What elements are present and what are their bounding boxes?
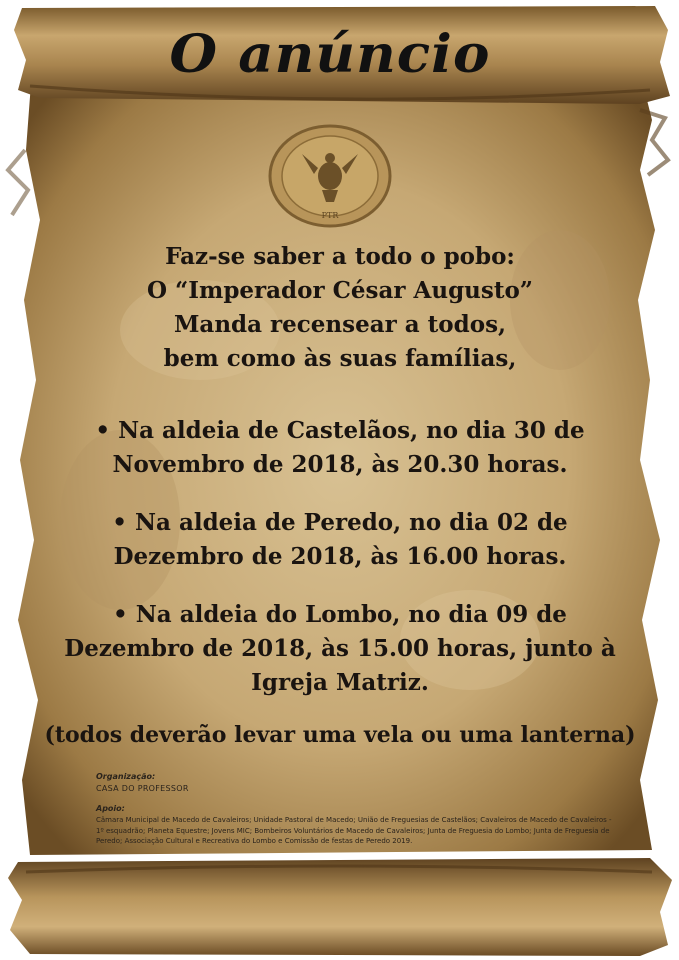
intro-line: O “Imperador César Augusto”	[146, 277, 534, 304]
organization-label: Organização:	[96, 772, 156, 781]
support-text: Câmara Municipal de Macedo de Cavaleiros; Unidade Pastoral de Macedo; União de Freguesias de Castelãos; Cavaleiros de Macedo de Cavaleiros - 1º esquadrão; Planeta Equestre; Jovens MIC; Bombeiros Voluntários de Macedo de Cavaleiros; Junta de Freguesia do Lombo; Junta de Freguesia de Peredo; Associação Cultural e Recreativa do Lombo e Comissão de festas de Peredo 2019.	[96, 816, 612, 845]
event-line: • Na aldeia do Lombo, no dia 09 de	[113, 601, 567, 628]
event-line: Novembro de 2018, às 20.30 horas.	[112, 451, 568, 478]
intro-line: Manda recensear a todos,	[173, 311, 507, 338]
intro-line: bem como às suas famílias,	[163, 345, 517, 372]
seal-mark: PTR	[321, 211, 339, 220]
event-line: • Na aldeia de Castelãos, no dia 30 de	[95, 417, 585, 444]
candle-note: (todos deverão levar uma vela ou uma lanterna)	[44, 722, 636, 748]
event-line: Igreja Matriz.	[251, 669, 429, 696]
intro-line: Faz-se saber a todo o pobo:	[165, 243, 515, 270]
event-peredo	[40, 506, 640, 574]
intro-block	[40, 240, 640, 376]
support-label: Apoio:	[96, 804, 125, 813]
event-line: • Na aldeia de Peredo, no dia 02 de	[112, 509, 568, 536]
event-line: Dezembro de 2018, às 15.00 horas, junto à	[64, 635, 616, 662]
page-title: O anúncio	[169, 24, 491, 85]
event-lombo	[40, 598, 640, 700]
event-castelaos	[40, 414, 640, 482]
event-line: Dezembro de 2018, às 16.00 horas.	[113, 543, 567, 570]
organization-name: CASA DO PROFESSOR	[96, 784, 189, 793]
coin-seal	[262, 124, 398, 228]
scroll-bottom-roll	[8, 858, 672, 956]
